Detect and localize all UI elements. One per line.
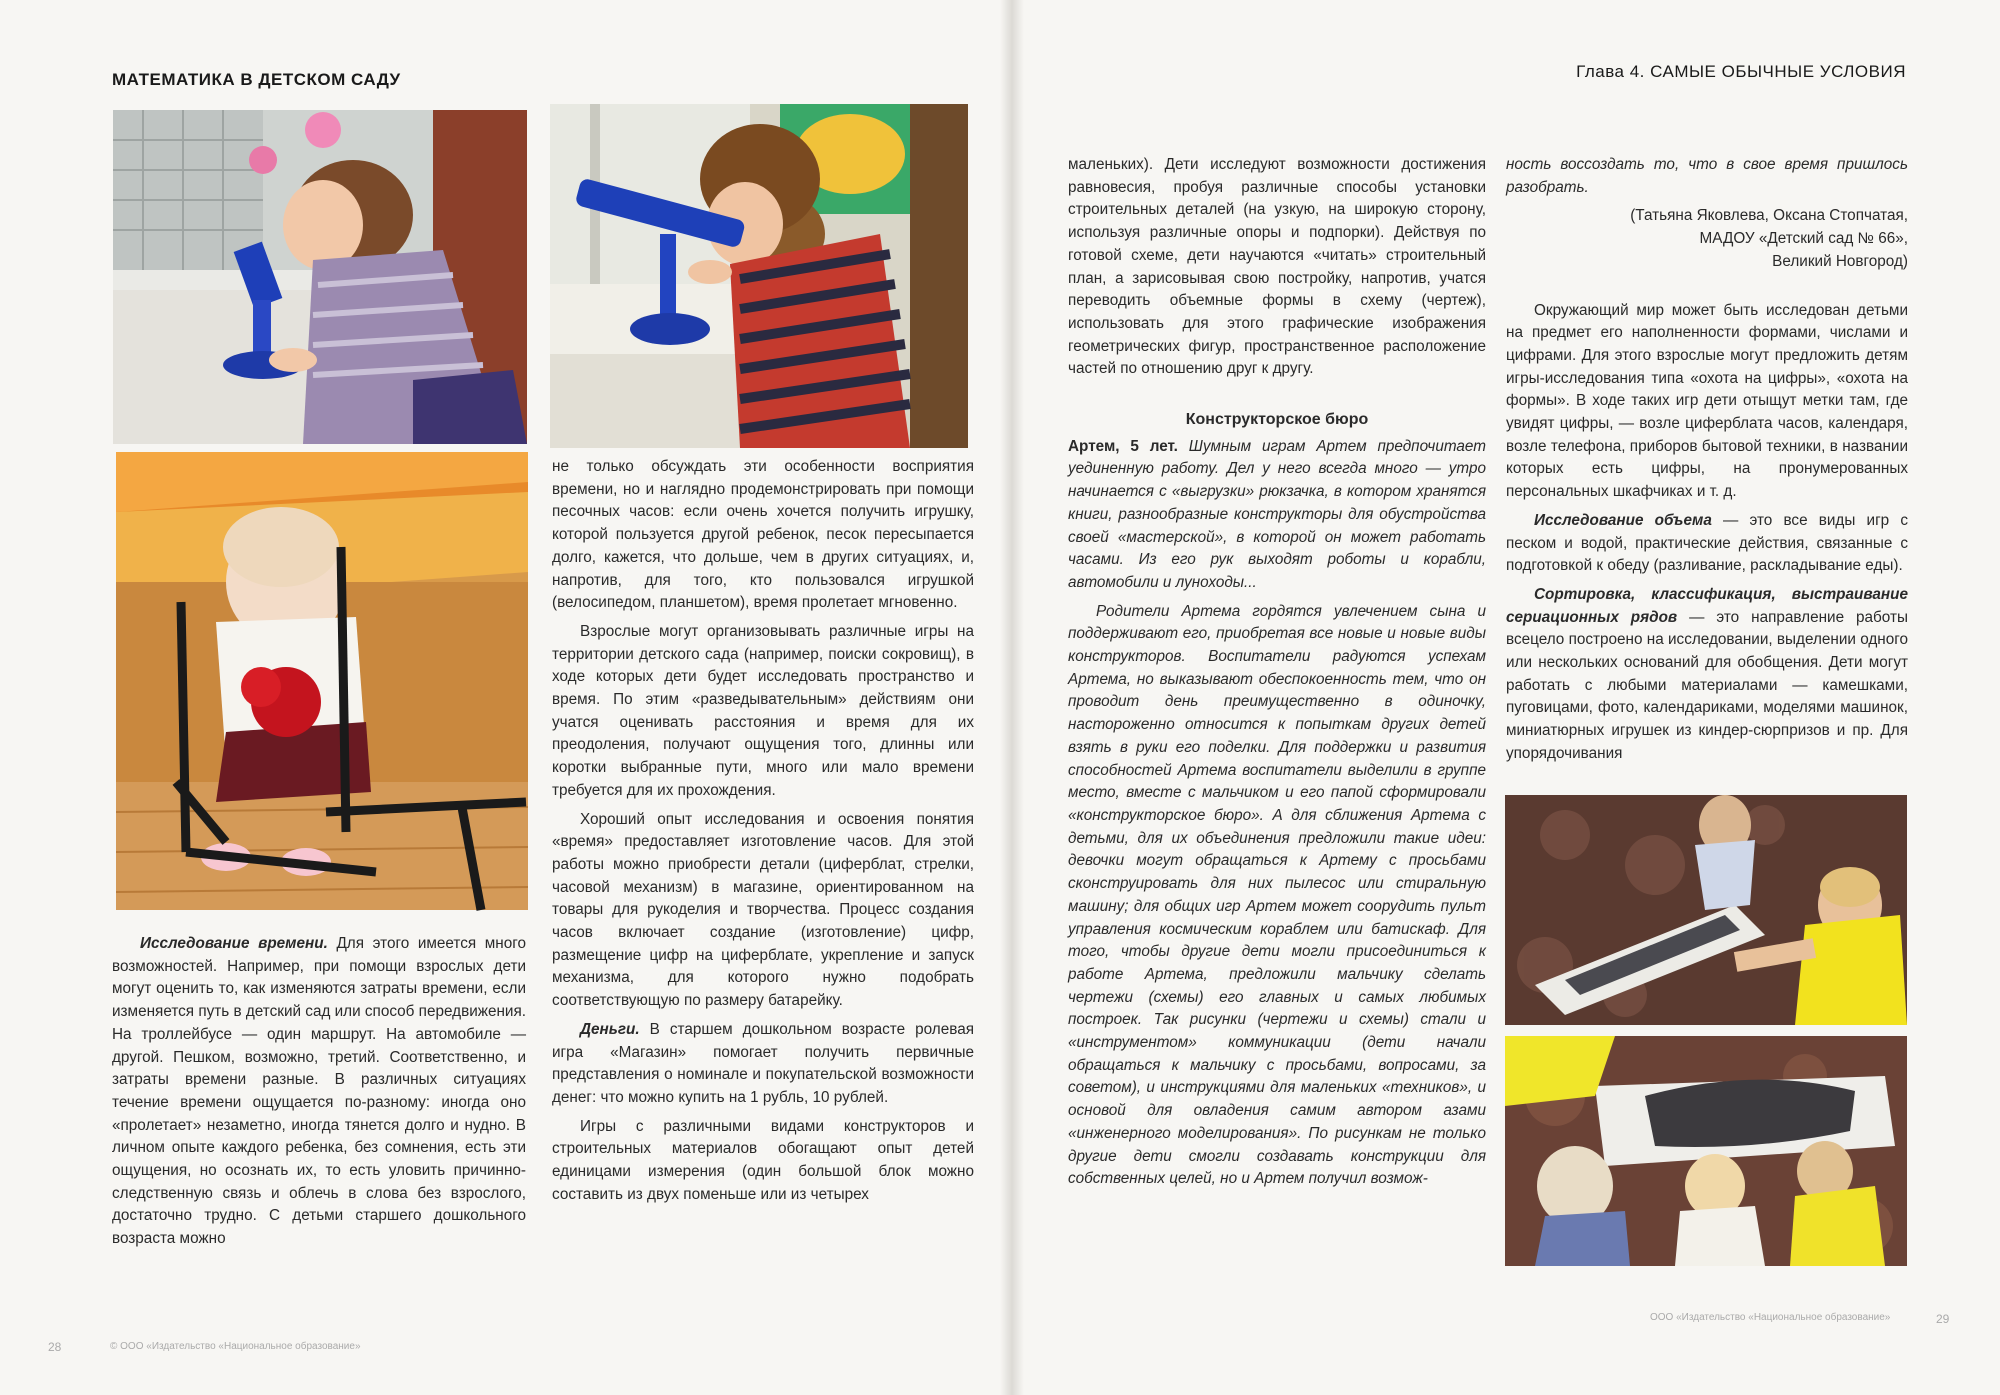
run-in-volume: Исследование объема	[1534, 511, 1712, 529]
photo-toddler-table	[116, 452, 528, 910]
paragraph: Хороший опыт исследования и освоения понятия «время» предоставляет изготовление часов. Для этой работы можно приобрести детали (циферблат, стрелки, часовой механизм) в магазине, ориентированном на товары для рукоделия и творчества. Процесс создания часов включает создание (изготовление) цифр, размещение цифр на циферблате, укрепление и запуск механизма, для которого нужно подобрать соответствующую по размеру батарейку.	[552, 810, 974, 1010]
paragraph: маленьких). Дети исследуют возможности достижения равновесия, пробуя различные способы установки строительных деталей (на узкую, на широкую сторону, используя различные опоры и подпорки). Действуя по готовой схеме, дети научаются «читать» строительный план, а зарисовывая свою постройку, напротив, учатся переводить объемные формы в схему (чертеж), использовать для этого графические изображения геометрических фигур, пространственное расположение частей по отношению друг к другу.	[1068, 156, 1486, 378]
footer-left: © ООО «Издательство «Национальное образование»	[110, 1341, 361, 1352]
run-in-money: Деньги.	[580, 1020, 640, 1038]
run-in-sorting: Сортировка, классификация, выстраивание сериационных рядов	[1506, 585, 1908, 626]
paragraph-time: Для этого имеется много возможностей. Например, при помощи взрослых дети могут оценить то, как изменяются затраты времени, если изменяется путь в детский сад или способ передвижения. На троллейбусе — один маршрут. На автомобиле — другой. Пешком, возможно, третий. Соответственно, и затраты времени разные. В различных ситуациях течение времени ощущается по-разному: иногда оно «пролетает» незаметно, иногда тянется долго и нудно. В личном опыте каждого ребенка, без сомнения, есть эти ощущения, но осознать их, то есть уловить причинно-следственную связь и облечь в слова без взрослого, достаточно трудно. С детьми старшего дошкольного возраста можно	[112, 935, 527, 1248]
subhead-design-bureau: Конструкторское бюро	[1185, 411, 1369, 429]
signature	[1506, 205, 1908, 273]
signature-line: (Татьяна Яковлева, Оксана Стопчатая,	[1630, 207, 1908, 225]
photo-kids-drawing-1	[1505, 795, 1907, 1025]
text-column-3	[1068, 154, 1486, 1197]
paragraph: ность воссоздать то, что в свое время пришлось разобрать.	[1506, 156, 1908, 196]
case-text: Шумным играм Артем предпочитает уединенную работу. Дел у него всегда много — утро начинается с «выгрузки» рюкзачка, в котором хранятся книги, разнообразные конструкторы для обустройства своей «мастерской», в которой он может работать часами. Из его рук выходят роботы и корабли, автомобили и луноходы...	[1068, 437, 1486, 591]
text-column-4	[1506, 154, 1908, 762]
photo-kids-drawing-2	[1505, 1036, 1907, 1266]
running-head-right: Глава 4. САМЫЕ ОБЫЧНЫЕ УСЛОВИЯ	[1576, 62, 1906, 81]
signature-line: Великий Новгород)	[1772, 252, 1908, 270]
paragraph-volume: — это все виды игр с песком и водой, практические действия, связанные с подготовкой к обеду (разливание, раскладывание еды).	[1506, 511, 1908, 575]
running-head-left: МАТЕМАТИКА В ДЕТСКОМ САДУ	[112, 70, 401, 89]
paragraph-money: В старшем дошкольном возрасте ролевая игра «Магазин» помогает получить первичные представления о номинале и покупательской возможности денег: что можно купить на 1 рубль, 10 рублей.	[552, 1020, 974, 1106]
book-gutter	[1000, 0, 1024, 1395]
photo-girl-microscope	[113, 110, 527, 444]
run-in-time: Исследование времени.	[140, 935, 328, 952]
paragraph: Окружающий мир может быть исследован детьми на предмет его наполненности формами, числами и цифрами. Для этого взрослые могут предложить детям игры-исследования типа «охота на цифры», «охота на формы». В ходе таких игр дети отыщут метки там, где увидят цифры, — возле циферблата часов, календаря, возле телефона, приборов бытовой техники, в названии которых есть цифры, на пронумерованных персональных шкафчиках и т. д.	[1506, 301, 1908, 501]
paragraph: Взрослые могут организовывать различные игры на территории детского сада (например, поиски сокровищ), в ходе которых дети будет исследовать пространство и время. По этим «разведывательным» действиям они учатся оценивать расстояния и время для их преодоления, получают ощущения того, длинны или коротки выбранные пути, много или мало времени требуется для их прохождения.	[552, 622, 974, 799]
folio-left: 28	[48, 1340, 62, 1354]
case-lead: Артем, 5 лет.	[1068, 437, 1178, 455]
paragraph: не только обсуждать эти особенности восприятия времени, но и наглядно продемонстрировать при помощи песочных часов: если очень хочется получить игрушку, которой пользуется другой ребенок, песок пересыпается долго, кажется, что дольше, чем в других ситуациях, и, напротив, для того, кто пользовался игрушкой (велосипедом, планшетом), время пролетает мгновенно.	[552, 458, 974, 612]
text-column-1	[112, 933, 526, 1257]
photo-boy-telescope	[550, 104, 968, 448]
signature-line: МАДОУ «Детский сад № 66»,	[1699, 230, 1908, 248]
text-column-2	[552, 456, 974, 1213]
case-paragraph: Родители Артема гордятся увлечением сына и поддерживают его, приобретая все новые и новые виды конструкторов. Воспитатели радуются успехам Артема, но выказывают обеспокоенность тем, что он проводит день преимущественно в одиночку, настороженно относится к попыткам других детей взять в руки его поделки. Для поддержки и развития способностей Артема воспитатели выделили в группе место, вместе с мальчиком и его папой сформировали «конструкторское бюро». А для сближения Артема с детьми, для их объединения предложили такие идеи: девочки могут обращаться к Артему с просьбами сконструировать для них пылесос или стиральную машину; для общих игр Артем может соорудить пульт управления космическим кораблем или батискаф. Для того, чтобы другие дети могли присоединиться к работе Артема, предложили мальчику сделать чертежи (схемы) его главных и самых любимых построек. Так рисунки (чертежи и схемы) стали и «инструментом» коммуникации (дети начали обращаться к мальчику с просьбами, вопросами, за советом), и инструкциями для маленьких «техников», и основой для овладения самим автором азами «инженерного моделирования». По рисункам не только другие дети смогли создавать конструкции для собственных целей, но и Артем получил возмож-	[1068, 602, 1486, 1188]
paragraph-sorting: — это направление работы всецело построено на исследовании, выделении одного или нескольких оснований для обобщения. Дети могут работать с любыми материалами — камешками, пуговицами, фото, календариками, моделями машинок, миниатюрных игрушек из киндер-сюрпризов и пр. Для упорядочивания	[1506, 608, 1908, 762]
folio-right: 29	[1936, 1312, 1950, 1326]
paragraph: Игры с различными видами конструкторов и строительных материалов обогащают опыт детей единицами измерения (один большой блок можно составить из двух поменьше или из четырех	[552, 1117, 974, 1203]
footer-right: ООО «Издательство «Национальное образование»	[1650, 1312, 1891, 1323]
